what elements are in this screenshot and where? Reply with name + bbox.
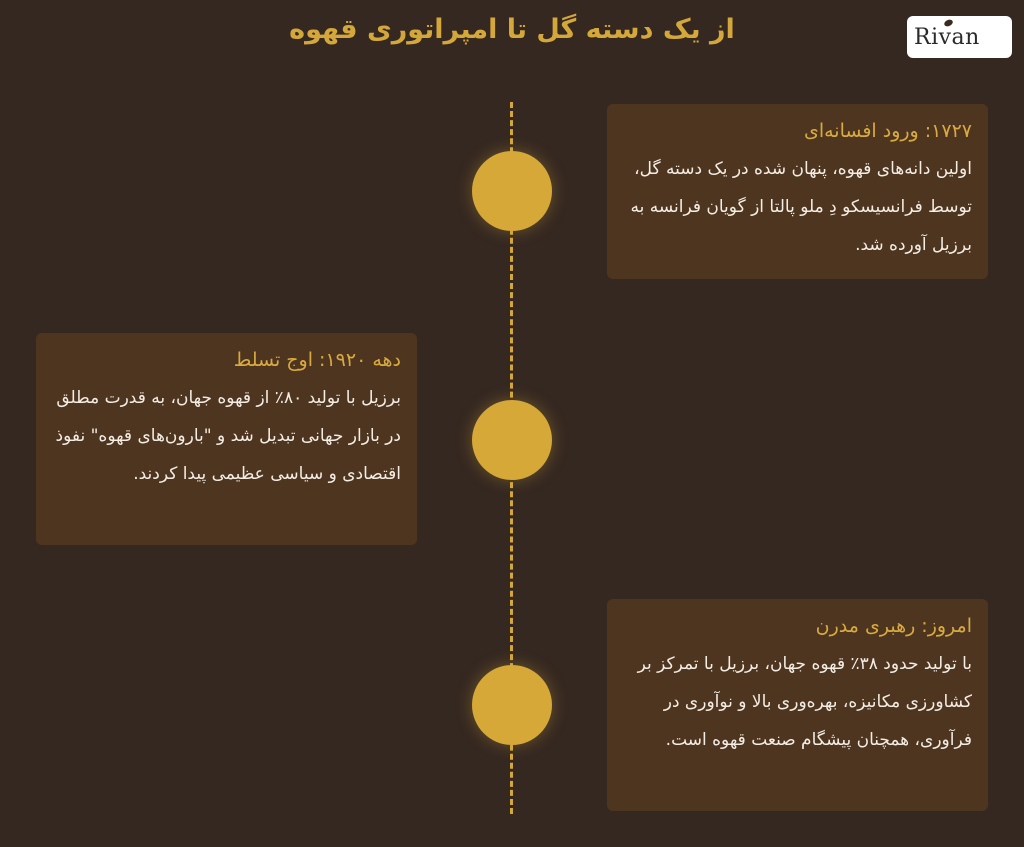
card-body: برزیل با تولید ۸۰٪ از قهوه جهان، به قدرت مطلق در بازار جهانی تبدیل شد و "بارون‌های قهوه" نفوذ اقتصادی و سیاسی عظیمی پیدا کردند. — [55, 388, 401, 484]
timeline-card-1920 — [36, 333, 417, 545]
timeline-dot-1727 — [472, 151, 552, 231]
card-title: امروز: رهبری مدرن — [815, 615, 972, 637]
card-title: دهه ۱۹۲۰: اوج تسلط — [233, 349, 401, 371]
timeline-card-1727 — [607, 104, 988, 279]
brand-logo — [907, 16, 1012, 58]
card-body: با تولید حدود ۳۸٪ قهوه جهان، برزیل با تمرکز بر کشاورزی مکانیزه، بهره‌وری بالا و نوآوری در فرآوری، همچنان پیشگام صنعت قهوه است. — [637, 654, 972, 750]
page-title: از یک دسته گل تا امپراتوری قهوه — [289, 14, 735, 45]
logo-text: Rivan — [914, 25, 980, 50]
timeline-dot-1920 — [472, 400, 552, 480]
timeline-card-today — [607, 599, 988, 811]
card-body: اولین دانه‌های قهوه، پنهان شده در یک دسته گل، توسط فرانسیسکو دِ ملو پالتا از گویان فرانسه به برزیل آورده شد. — [630, 159, 972, 255]
timeline-dot-today — [472, 665, 552, 745]
card-title: ۱۷۲۷: ورود افسانه‌ای — [803, 120, 972, 142]
